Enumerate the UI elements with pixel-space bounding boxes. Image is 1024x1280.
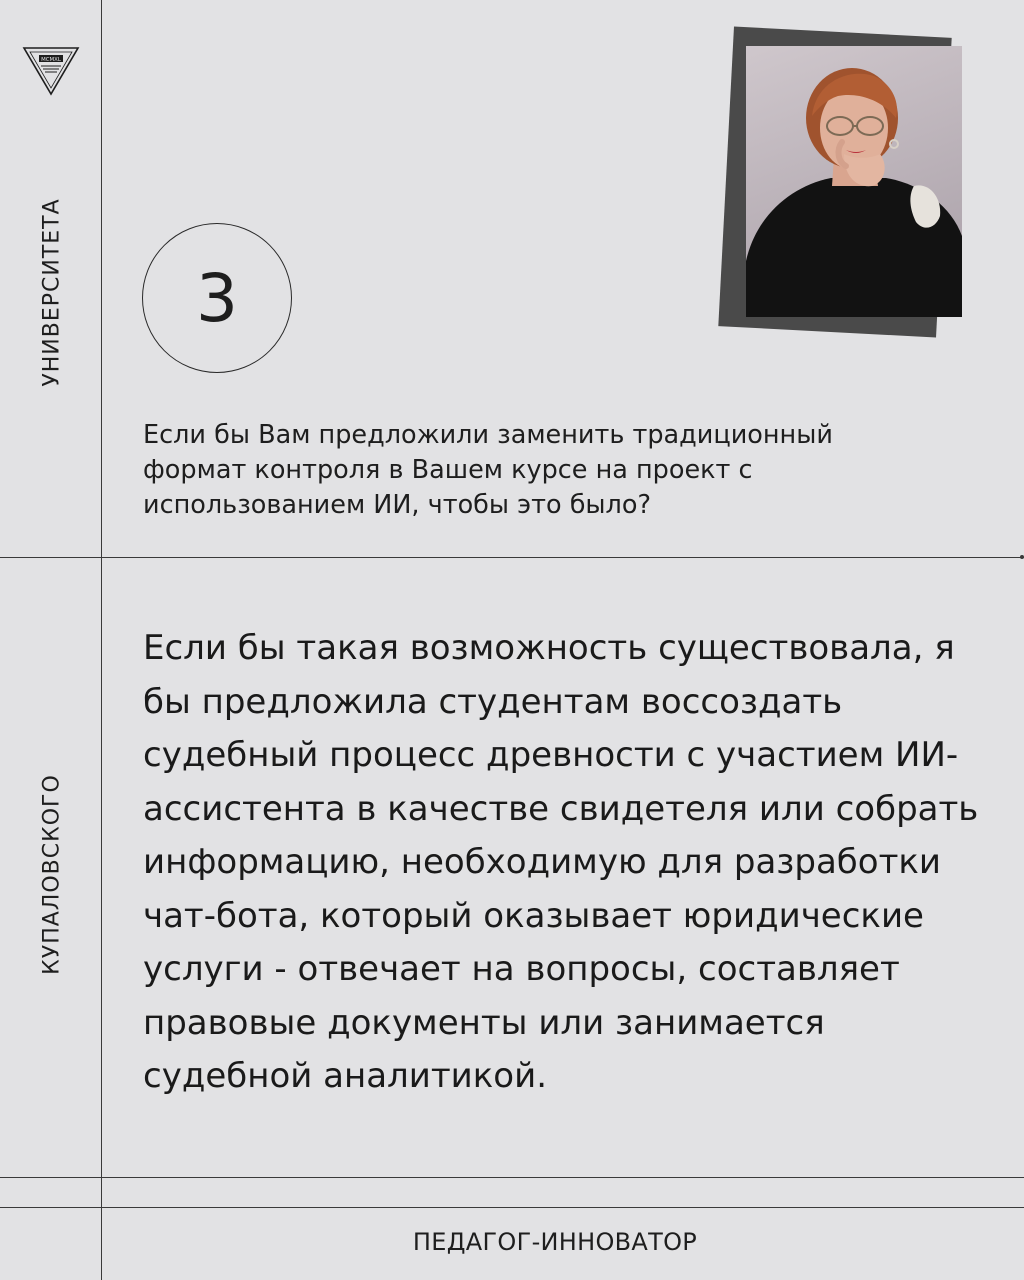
sidebar-label-bottom: КУПАЛОВСКОГО (39, 774, 65, 975)
question-number-badge (142, 223, 292, 373)
answer-text: Если бы такая возможность существовала, я бы предложила студентам воссоздать судебный процесс древности с участием ИИ-ассистента в качестве свидетеля или собрать информацию, необходимую для разработки чат-бота, который оказывает юридические услуги - отвечает на вопросы, составляет правовые документы или занимается судебной аналитикой. (143, 628, 979, 1096)
footer-label: ПЕДАГОГ-ИННОВАТОР (412, 1228, 698, 1256)
horizontal-divider-footer (0, 1207, 1024, 1208)
sidebar-label-top: УНИВЕРСИТЕТА (39, 198, 65, 387)
horizontal-divider-top (0, 557, 1024, 558)
portrait-illustration (746, 46, 962, 317)
question-number: 3 (196, 259, 238, 337)
portrait-photo (746, 46, 962, 317)
horizontal-divider-bottom (0, 1177, 1024, 1178)
logo-text: MCMXL (41, 56, 61, 63)
vertical-divider (101, 0, 102, 1280)
divider-dot (1020, 555, 1024, 559)
university-logo-icon (22, 44, 80, 96)
question-text: Если бы Вам предложили заменить традиционный формат контроля в Вашем курсе на проект с использованием ИИ, чтобы это было? (143, 420, 833, 520)
